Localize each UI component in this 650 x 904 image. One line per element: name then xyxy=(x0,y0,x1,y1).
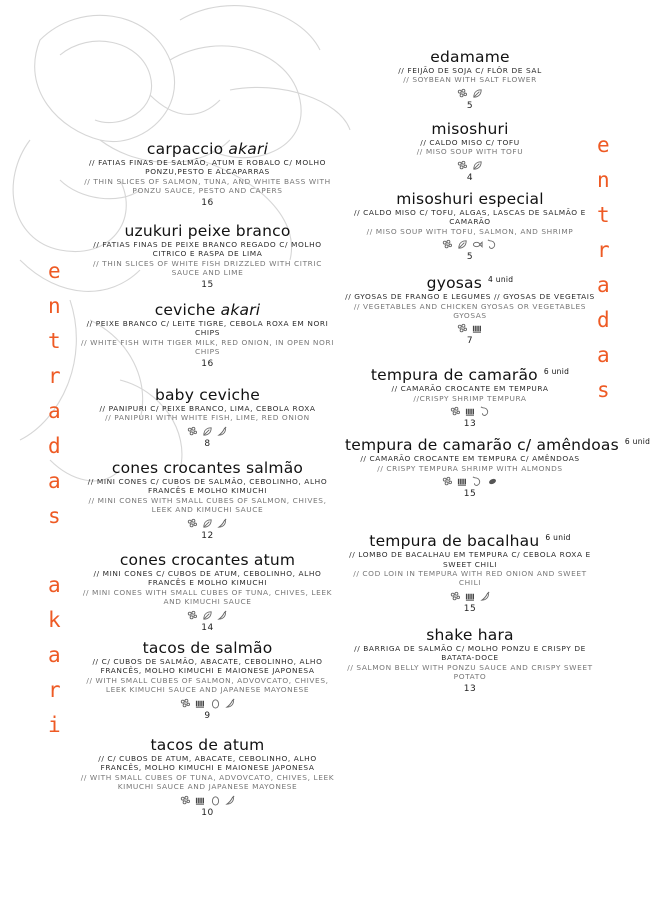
item-price: 5 xyxy=(466,252,474,263)
unit-count: 4 unid xyxy=(488,275,514,284)
item-price: 16 xyxy=(201,197,214,208)
menu-item xyxy=(345,626,595,694)
item-title-text: baby ceviche xyxy=(154,386,261,404)
item-title-text: cones crocantes atum xyxy=(119,551,296,569)
item-price: 4 xyxy=(466,172,474,183)
chili-icon xyxy=(225,698,236,709)
item-title-text: carpaccio xyxy=(146,140,224,158)
item-title-text: edamame xyxy=(430,48,510,66)
item-description-en: // MINI CONES WITH SMALL CUBES OF SALMON, CHIVES, LEEK AND KIMUCHI SAUCE xyxy=(88,495,327,515)
soy-icon xyxy=(457,160,468,171)
item-title-text: tacos de atum xyxy=(150,736,265,754)
allergen-icons xyxy=(80,610,335,621)
item-title-text: tempura de bacalhau xyxy=(369,532,540,551)
item-description-pt: // PANIPURI C/ PEIXE BRANCO, LIMA, CEBOLA ROXA xyxy=(99,404,316,413)
item-price: 13 xyxy=(463,683,477,694)
chili-icon xyxy=(217,518,228,529)
chili-icon xyxy=(217,610,228,621)
item-description-pt: // C/ CUBOS DE SALMÃO, ABACATE, CEBOLINHO, ALHO FRANCÊS, MOLHO KIMUCHI E MAIONESE JAPONESA xyxy=(92,657,323,676)
side-word-left-akari: a k a r i xyxy=(48,573,61,737)
menu-item xyxy=(345,271,595,346)
item-title-text: misoshuri xyxy=(431,120,509,138)
item-price: 13 xyxy=(463,418,477,429)
menu-item xyxy=(80,639,335,721)
allergen-icons xyxy=(345,591,595,602)
side-word-right-entradas: e n t r a d a s xyxy=(597,133,610,402)
item-title xyxy=(345,529,595,550)
item-title xyxy=(80,301,335,319)
item-title-text: cones crocantes salmão xyxy=(111,459,304,477)
item-description-en: // MINI CONES WITH SMALL CUBES OF TUNA, CHIVES, LEEK AND KIMUCHI SAUCE xyxy=(82,587,333,607)
menu-item xyxy=(80,551,335,633)
item-title-accent: akari xyxy=(228,140,269,158)
item-price: 9 xyxy=(204,710,211,721)
item-description-pt: // FEIJÃO DE SOJA C/ FLÔR DE SAL xyxy=(398,66,542,75)
menu-item xyxy=(80,736,335,818)
item-title-accent: akari xyxy=(220,301,261,319)
menu-item xyxy=(80,301,335,369)
item-description-pt: // CAMARÃO CROCANTE EM TEMPURA C/ AMÊNDOAS xyxy=(360,454,580,464)
allergen-icons xyxy=(80,795,335,806)
allergen-icons xyxy=(80,698,335,709)
menu-item xyxy=(345,48,595,111)
gluten-icon xyxy=(465,406,476,417)
item-description-en: // THIN SLICES OF SALMON, TUNA, AND WHITE BASS WITH PONZU SAUCE, PESTO AND CAPERS xyxy=(84,176,331,196)
item-description-pt: // CALDO MISO C/ TOFU xyxy=(420,138,520,147)
item-description-en: // COD LOIN IN TEMPURA WITH RED ONION AND SWEET CHILI xyxy=(353,568,587,588)
item-title-text: ceviche xyxy=(154,301,216,319)
item-title-text: shake hara xyxy=(426,626,514,644)
leaf-icon xyxy=(202,426,213,437)
item-title xyxy=(80,386,335,404)
item-price: 15 xyxy=(201,279,214,290)
item-title-text: tacos de salmão xyxy=(142,639,273,657)
item-description-pt: // FATIAS FINAS DE SALMÃO, ATUM E ROBALO C/ MOLHO PONZU,PESTO E ALCAPARRAS xyxy=(88,158,327,177)
item-description-pt: // GYOSAS DE FRANGO E LEGUMES // GYOSAS DE VEGETAIS xyxy=(345,292,595,302)
allergen-icons xyxy=(345,239,595,250)
leaf-icon xyxy=(457,239,468,250)
item-title xyxy=(80,639,335,657)
gluten-icon xyxy=(195,698,206,709)
menu-item xyxy=(345,190,595,262)
soy-icon xyxy=(450,591,461,602)
allergen-icons xyxy=(345,160,595,171)
unit-count: 6 unid xyxy=(545,533,571,542)
gluten-icon xyxy=(195,795,206,806)
leaf-icon xyxy=(202,610,213,621)
menu-item xyxy=(345,529,595,614)
item-description-en: // SOYBEAN WITH SALT FLOWER xyxy=(403,75,537,85)
item-description-pt: // CALDO MISO C/ TOFU, ALGAS, LASCAS DE SALMÃO E CAMARÃO xyxy=(354,208,586,227)
item-title xyxy=(80,551,335,569)
item-description-en: // WITH SMALL CUBES OF TUNA, ADVOVCATO, CHIVES, LEEK KIMUCHI SAUCE AND JAPANESE MAYONESE xyxy=(80,772,335,792)
chili-icon xyxy=(480,591,491,602)
menu-item xyxy=(345,363,595,429)
item-title xyxy=(80,459,335,477)
menu-item xyxy=(345,433,650,499)
item-title-text: tempura de camarão c/ amêndoas xyxy=(345,436,619,455)
item-title-text: misoshuri especial xyxy=(396,190,544,208)
soy-icon xyxy=(187,518,198,529)
item-description-pt: // CAMARÃO CROCANTE EM TEMPURA xyxy=(391,384,549,394)
item-description-en: // PANIPURI WITH WHITE FISH, LIME, RED ONION xyxy=(105,413,310,423)
egg-icon xyxy=(210,698,221,709)
item-price: 7 xyxy=(466,336,474,347)
item-price: 15 xyxy=(463,488,477,499)
item-description-en: // CRISPY TEMPURA SHRIMP WITH ALMONDS xyxy=(377,463,563,473)
allergen-icons xyxy=(80,426,335,437)
item-description-pt: // MINI CONES C/ CUBOS DE ATUM, CEBOLINHO, ALHO FRANCÊS E MOLHO KIMUCHI xyxy=(93,569,322,588)
item-title xyxy=(345,363,595,384)
shrimp-icon xyxy=(472,476,483,487)
leaf-icon xyxy=(472,160,483,171)
allergen-icons xyxy=(345,406,595,417)
item-price: 15 xyxy=(463,603,477,614)
item-description-en: //CRISPY SHRIMP TEMPURA xyxy=(413,393,527,403)
item-description-pt: // C/ CUBOS DE ATUM, ABACATE, CEBOLINHO, ALHO FRANCÊS, MOLHO KIMUCHI E MAIONESE JAPONESA xyxy=(98,754,317,773)
side-word-left-entradas: e n t r a d a s xyxy=(48,259,61,528)
egg-icon xyxy=(210,795,221,806)
item-price: 14 xyxy=(201,622,214,633)
item-description-en: // MISO SOUP WITH TOFU xyxy=(416,147,524,157)
soy-icon xyxy=(442,239,453,250)
shrimp-icon xyxy=(487,239,498,250)
allergen-icons xyxy=(345,476,595,487)
item-title xyxy=(80,222,335,240)
item-description-pt: // BARRIGA DE SALMÃO C/ MOLHO PONZU E CRISPY DE BATATA-DOCE xyxy=(354,644,586,663)
fish-icon xyxy=(472,239,483,250)
item-title xyxy=(80,736,335,754)
item-price: 8 xyxy=(204,438,211,449)
item-price: 16 xyxy=(201,358,214,369)
item-title-text: uzukuri peixe branco xyxy=(124,222,291,240)
leaf-icon xyxy=(202,518,213,529)
item-description-en: // VEGETABLES AND CHICKEN GYOSAS OR VEGETABLES GYOSAS xyxy=(353,301,587,320)
item-title xyxy=(345,433,650,455)
allergen-icons xyxy=(345,323,595,334)
soy-icon xyxy=(187,610,198,621)
soy-icon xyxy=(180,698,191,709)
gluten-icon xyxy=(465,591,476,602)
item-description-en: // SALMON BELLY WITH PONZU SAUCE AND CRISPY SWEET POTATO xyxy=(347,662,593,682)
chili-icon xyxy=(225,795,236,806)
menu-item xyxy=(80,386,335,449)
soy-icon xyxy=(180,795,191,806)
item-title xyxy=(345,190,595,208)
menu-item xyxy=(345,120,595,183)
menu-item xyxy=(80,222,335,290)
item-description-en: // WITH SMALL CUBES OF SALMON, ADVOVCATO, CHIVES, LEEK KIMUCHI SAUCE AND JAPANESE MAYONESE xyxy=(86,675,329,695)
item-description-en: // THIN SLICES OF WHITE FISH DRIZZLED WITH CITRIC SAUCE AND LIME xyxy=(93,258,322,278)
menu-item xyxy=(80,140,335,208)
item-description-pt: // FATIAS FINAS DE PEIXE BRANCO REGADO C/ MOLHO CITRICO E RASPA DE LIMA xyxy=(93,240,322,259)
soy-icon xyxy=(457,88,468,99)
soy-icon xyxy=(450,406,461,417)
item-price: 12 xyxy=(201,530,214,541)
item-description-en: // WHITE FISH WITH TIGER MILK, RED ONION, IN OPEN NORI CHIPS xyxy=(81,337,334,357)
soy-icon xyxy=(442,476,453,487)
gluten-icon xyxy=(457,476,468,487)
item-price: 10 xyxy=(201,807,214,818)
item-title xyxy=(345,271,595,292)
shrimp-icon xyxy=(480,406,491,417)
menu-item xyxy=(80,459,335,541)
item-title-text: tempura de camarão xyxy=(370,366,538,385)
allergen-icons xyxy=(345,88,595,99)
chili-icon xyxy=(217,426,228,437)
allergen-icons xyxy=(80,518,335,529)
item-description-pt: // LOMBO DE BACALHAU EM TEMPURA C/ CEBOLA ROXA E SWEET CHILI xyxy=(349,550,591,569)
soy-icon xyxy=(187,426,198,437)
item-title xyxy=(345,626,595,644)
item-description-pt: // PEIXE BRANCO C/ LEITE TIGRE, CEBOLA ROXA EM NORI CHIPS xyxy=(86,319,329,338)
item-title-text: gyosas xyxy=(426,274,483,293)
item-title xyxy=(345,48,595,66)
soy-icon xyxy=(457,323,468,334)
leaf-icon xyxy=(472,88,483,99)
item-description-en: // MISO SOUP WITH TOFU, SALMON, AND SHRIMP xyxy=(366,226,574,236)
item-title xyxy=(80,140,335,158)
item-description-pt: // MINI CONES C/ CUBOS DE SALMÃO, CEBOLINHO, ALHO FRANCÊS E MOLHO KIMUCHI xyxy=(87,477,328,496)
unit-count: 6 unid xyxy=(543,367,570,376)
item-title xyxy=(345,120,595,138)
unit-count: 6 unid xyxy=(624,437,650,446)
almond-icon xyxy=(487,476,498,487)
gluten-icon xyxy=(472,323,483,334)
item-price: 5 xyxy=(466,100,474,111)
